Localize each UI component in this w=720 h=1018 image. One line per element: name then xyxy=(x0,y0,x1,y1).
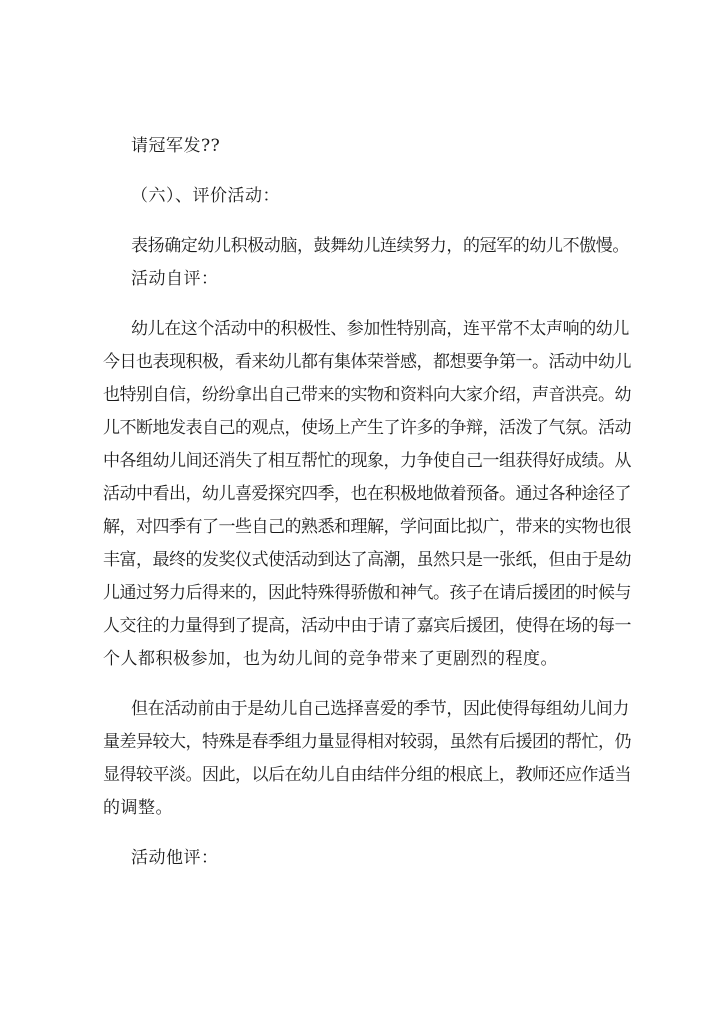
paragraph-line: 但在活动前由于是幼儿自己选择喜爱的季节，因此使得每组幼儿间力 xyxy=(131,699,629,719)
paragraph-line: 的调整。 xyxy=(103,798,173,818)
section-heading: 活动他评： xyxy=(131,848,219,868)
section-heading: （六）、评价活动： xyxy=(131,186,280,206)
paragraph-line: 儿不断地发表自己的观点，使场上产生了许多的争辩，活泼了气氛。活动 xyxy=(103,418,631,438)
paragraph-line: 活动中看出，幼儿喜爱探究四季，也在积极地做着预备。通过各种途径了 xyxy=(103,484,631,504)
paragraph-line: 解，对四季有了一些自己的熟悉和理解，学问面比拟广，带来的实物也很 xyxy=(103,517,631,537)
paragraph-line: 个人都积极参加，也为幼儿间的竞争带来了更剧烈的程度。 xyxy=(103,649,558,669)
paragraph-line: 儿通过努力后得来的，因此特殊得骄傲和神气。孩子在请后援团的时候与 xyxy=(103,583,631,603)
document-body xyxy=(103,130,631,875)
section-heading: 活动自评： xyxy=(131,269,219,289)
paragraph-line: 中各组幼儿间还消失了相互帮忙的现象，力争使自己一组获得好成绩。从 xyxy=(103,451,631,471)
paragraph-line: 也特别自信，纷纷拿出自己带来的实物和资料向大家介绍，声音洪亮。幼 xyxy=(103,385,631,405)
text-line: 表扬确定幼儿积极动脑，鼓舞幼儿连续努力，的冠军的幼儿不傲慢。 xyxy=(131,236,629,256)
paragraph-line: 丰富，最终的发奖仪式使活动到达了高潮，虽然只是一张纸，但由于是幼 xyxy=(103,550,631,570)
paragraph-line: 今日也表现积极，看来幼儿都有集体荣誉感，都想要争第一。活动中幼儿 xyxy=(103,352,631,372)
paragraph-line: 显得较平淡。因此，以后在幼儿自由结伴分组的根底上，教师还应作适当 xyxy=(103,765,631,785)
paragraph-line: 量差异较大，特殊是春季组力量显得相对较弱，虽然有后援团的帮忙，仍 xyxy=(103,732,631,752)
paragraph-line: 人交往的力量得到了提高，活动中由于请了嘉宾后援团，使得在场的每一 xyxy=(103,616,631,636)
text-line: 请冠军发?? xyxy=(131,136,221,156)
paragraph-line: 幼儿在这个活动中的积极性、参加性特别高，连平常不太声响的幼儿 xyxy=(131,319,629,339)
